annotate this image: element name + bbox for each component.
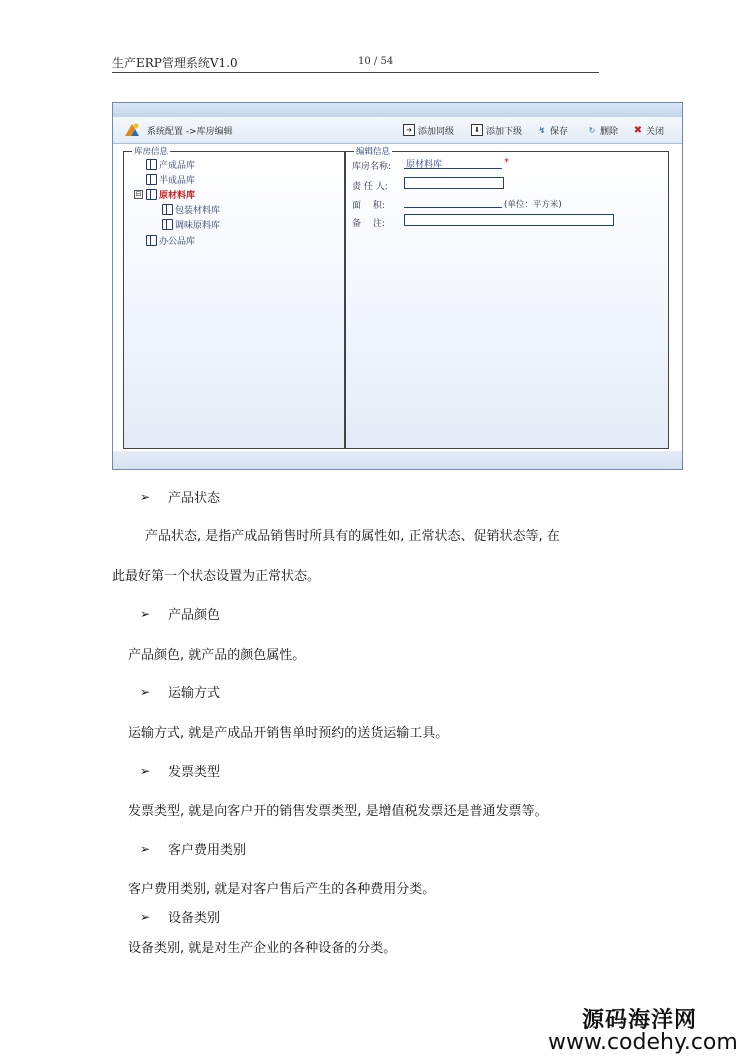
breadcrumb: 系统配置 ->库房编辑	[147, 127, 233, 137]
toolbar	[113, 117, 682, 144]
tree-item-semi-finished[interactable]: 半成品库	[146, 173, 195, 186]
header-divider	[112, 72, 599, 73]
book-icon	[146, 174, 157, 185]
paragraph-invoice-type: 发票类型, 就是向客户开的销售发票类型, 是增值税发票还是普通发票等。	[128, 804, 548, 819]
book-icon	[162, 204, 173, 215]
book-icon	[146, 189, 157, 200]
warehouse-edit-screenshot	[112, 102, 683, 470]
owner-label: 责 任 人:	[352, 182, 388, 192]
book-icon	[146, 159, 157, 170]
bullet-arrow-icon: ➢	[140, 909, 151, 924]
tree-item-raw-materials[interactable]: 原材料库	[146, 188, 195, 201]
required-mark: *	[504, 157, 509, 168]
section-heading-customer-fee: ➢ 客户费用类别	[140, 841, 247, 858]
section-heading-equipment-category: ➢ 设备类别	[140, 909, 221, 926]
document-header-title: 生产ERP管理系统V1.0	[112, 56, 238, 70]
tree-item-finished-goods[interactable]: 产成品库	[146, 158, 195, 171]
section-heading-product-color: ➢ 产品颜色	[140, 606, 221, 623]
bullet-arrow-icon: ➢	[140, 489, 151, 504]
bullet-arrow-icon: ➢	[140, 684, 151, 699]
tree-item-packaging[interactable]: 包装材料库	[162, 203, 220, 216]
paragraph-product-status-line2: 此最好第一个状态设置为正常状态。	[112, 569, 321, 584]
note-input[interactable]	[404, 214, 614, 226]
note-label: 备 注:	[352, 219, 385, 229]
section-heading-invoice-type: ➢ 发票类型	[140, 763, 221, 780]
area-input[interactable]	[404, 197, 502, 208]
add-sub-level-label: 添加下级	[486, 126, 523, 137]
close-label: 关闭	[646, 126, 665, 137]
close-icon: ✖	[633, 124, 643, 136]
area-label: 面 积:	[352, 201, 385, 211]
paragraph-product-color: 产品颜色, 就产品的颜色属性。	[128, 648, 306, 663]
book-icon	[146, 235, 157, 246]
edit-info-legend: 编辑信息	[356, 147, 391, 157]
owner-input[interactable]	[404, 177, 504, 189]
warehouse-info-panel	[123, 147, 345, 449]
watermark-site-name: 源码海洋网	[582, 1008, 698, 1033]
warehouse-name-label: 库房名称:	[352, 162, 392, 172]
arrow-down-icon: ⬇	[471, 124, 483, 136]
app-logo-icon	[123, 122, 141, 138]
area-unit: (单位：平方米)	[504, 200, 562, 210]
book-icon	[162, 219, 173, 230]
collapse-toggle[interactable]: ⊟	[135, 190, 142, 198]
paragraph-equipment-category: 设备类别, 就是对生产企业的各种设备的分类。	[128, 941, 397, 956]
save-icon: ↯	[538, 125, 546, 135]
add-same-level-button[interactable]	[403, 123, 454, 137]
watermark-url: www.codehy.com	[548, 1030, 738, 1055]
delete-icon: ↻	[588, 125, 596, 135]
page-number: 10 / 54	[358, 56, 394, 67]
bullet-arrow-icon: ➢	[140, 841, 151, 856]
paragraph-customer-fee: 客户费用类别, 就是对客户售后产生的各种费用分类。	[128, 882, 436, 897]
section-heading-product-status: ➢ 产品状态	[140, 489, 221, 506]
bullet-arrow-icon: ➢	[140, 763, 151, 778]
warehouse-name-input[interactable]	[404, 158, 502, 169]
edit-info-panel	[345, 147, 669, 449]
bullet-arrow-icon: ➢	[140, 606, 151, 621]
paragraph-shipping: 运输方式, 就是产成品开销售单时预约的送货运输工具。	[128, 726, 449, 741]
save-button[interactable]	[537, 123, 568, 137]
delete-button[interactable]	[587, 123, 618, 137]
window-top-band	[113, 103, 682, 117]
add-same-level-label: 添加同级	[418, 126, 455, 137]
tree-item-office-supplies[interactable]: 办公品库	[146, 234, 195, 247]
section-heading-shipping: ➢ 运输方式	[140, 684, 221, 701]
window-bottom-band	[113, 451, 682, 469]
arrow-right-icon: ➔	[403, 124, 415, 136]
close-button[interactable]	[633, 123, 664, 137]
warehouse-info-legend: 库房信息	[134, 147, 169, 157]
tree-item-seasoning[interactable]: 调味原料库	[162, 218, 220, 231]
save-label: 保存	[550, 126, 569, 137]
add-sub-level-button[interactable]	[471, 123, 522, 137]
delete-label: 删除	[600, 126, 619, 137]
paragraph-product-status-line1: 产品状态, 是指产成品销售时所具有的属性如, 正常状态、促销状态等, 在	[145, 529, 560, 544]
